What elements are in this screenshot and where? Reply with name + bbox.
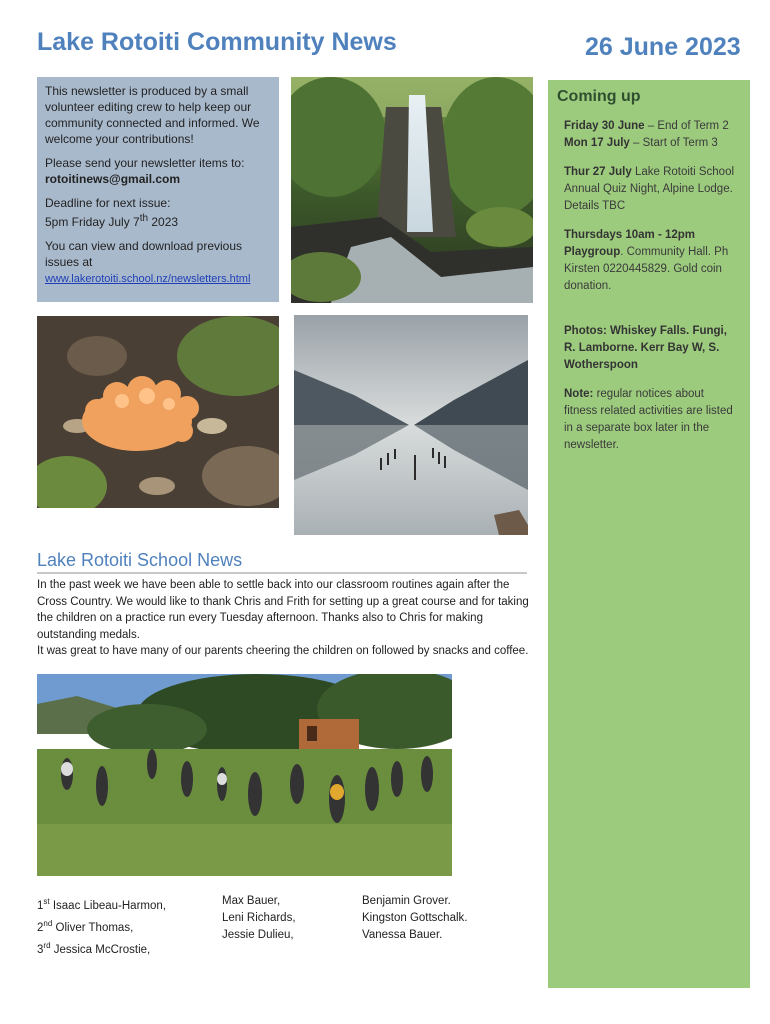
deadline-date-post: 2023 [148, 215, 179, 229]
archive [45, 238, 271, 287]
place-suffix: rd [43, 940, 51, 950]
school-news-heading: Lake Rotoiti School News [37, 550, 527, 574]
school-news-body [37, 577, 529, 660]
issue-date: 26 June 2023 [585, 33, 741, 61]
archive-text: You can view and download previous issues at [45, 239, 243, 269]
place-number: 2 [37, 921, 44, 934]
note-label: Note: [564, 388, 594, 400]
runner-name: Max Bauer, [222, 895, 281, 907]
result-third [37, 937, 217, 959]
coming-up-sidebar [548, 80, 750, 988]
info-box [37, 77, 279, 302]
runner-name: Jessie Dulieu, [222, 929, 294, 941]
place-number: 1 [37, 899, 44, 912]
runner-name: Kingston Gottschalk. [362, 912, 468, 924]
info-intro: This newsletter is produced by a small volunteer editing crew to help keep our community connected and informed. We welcome your contributions! [45, 84, 260, 146]
term-end-text: – End of Term 2 [644, 120, 729, 132]
term-start-text: – Start of Term 3 [629, 137, 718, 149]
coming-up-heading: Coming up [557, 88, 641, 105]
deadline-date-sup: th [139, 213, 149, 224]
runner-name: Oliver Thomas, [52, 921, 134, 934]
school-news-para2: It was great to have many of our parents cheering the children on followed by snacks and coffee. [37, 645, 529, 657]
term-dates [564, 118, 740, 152]
place-number: 3 [37, 943, 44, 956]
quiz-night-event [564, 164, 740, 215]
cross-country-photo [37, 674, 452, 876]
photo-credits-text: Photos: Whiskey Falls. Fungi, R. Lamborne. Kerr Bay W, S. Wotherspoon [564, 325, 727, 371]
place-suffix: nd [43, 918, 53, 928]
note-text: regular notices about fitness related activities are listed in a separate box later in the newsletter. [564, 388, 733, 451]
quiz-date: Thur 27 July [564, 166, 632, 178]
term-end-date: Friday 30 June [564, 120, 645, 132]
send-items [45, 155, 271, 187]
photo-credits [564, 323, 740, 374]
results-column-2 [222, 893, 362, 944]
quiz-text: Lake Rotoiti School Annual Quiz Night, Alpine Lodge. Details TBC [564, 166, 735, 212]
results-column-1 [37, 893, 217, 958]
playgroup-text: . Community Hall. Ph Kirsten 0220445829. Gold coin donation. [564, 246, 729, 292]
school-news-para1: In the past week we have been able to settle back into our classroom routines again after the Cross Country. We would like to thank Chris and Frith for setting up a great course and for taking the children on a practice run every Tuesday afternoon. Thanks also to Chris for making outstanding medals. [37, 579, 529, 641]
runner-name: Benjamin Grover. [362, 895, 451, 907]
playgroup-event [564, 227, 740, 295]
results-column-3 [362, 893, 522, 944]
place-suffix: st [43, 897, 50, 906]
send-label: Please send your newsletter items to: [45, 156, 245, 170]
result-first [37, 893, 217, 915]
fitness-note [564, 386, 740, 454]
deadline-date-pre: 5pm Friday July 7 [45, 215, 140, 229]
fungi-photo [37, 316, 279, 508]
runner-name: Vanessa Bauer. [362, 929, 443, 941]
waterfall-photo [291, 77, 533, 303]
result-second [37, 915, 217, 937]
runner-name: Isaac Libeau-Harmon, [49, 899, 166, 912]
runner-name: Jessica McCrostie, [50, 943, 151, 956]
lake-photo [294, 315, 528, 535]
playgroup-date: Thursdays 10am - 12pm Playgroup [564, 229, 696, 258]
newsletter-title: Lake Rotoiti Community News [37, 28, 397, 56]
archive-link[interactable]: www.lakerotoiti.school.nz/newsletters.html [45, 273, 251, 285]
deadline [45, 195, 271, 230]
term-start-date: Mon 17 July [564, 137, 630, 149]
deadline-label: Deadline for next issue: [45, 196, 171, 210]
runner-name: Leni Richards, [222, 912, 296, 924]
contact-email[interactable]: rotoitinews@gmail.com [45, 172, 181, 186]
